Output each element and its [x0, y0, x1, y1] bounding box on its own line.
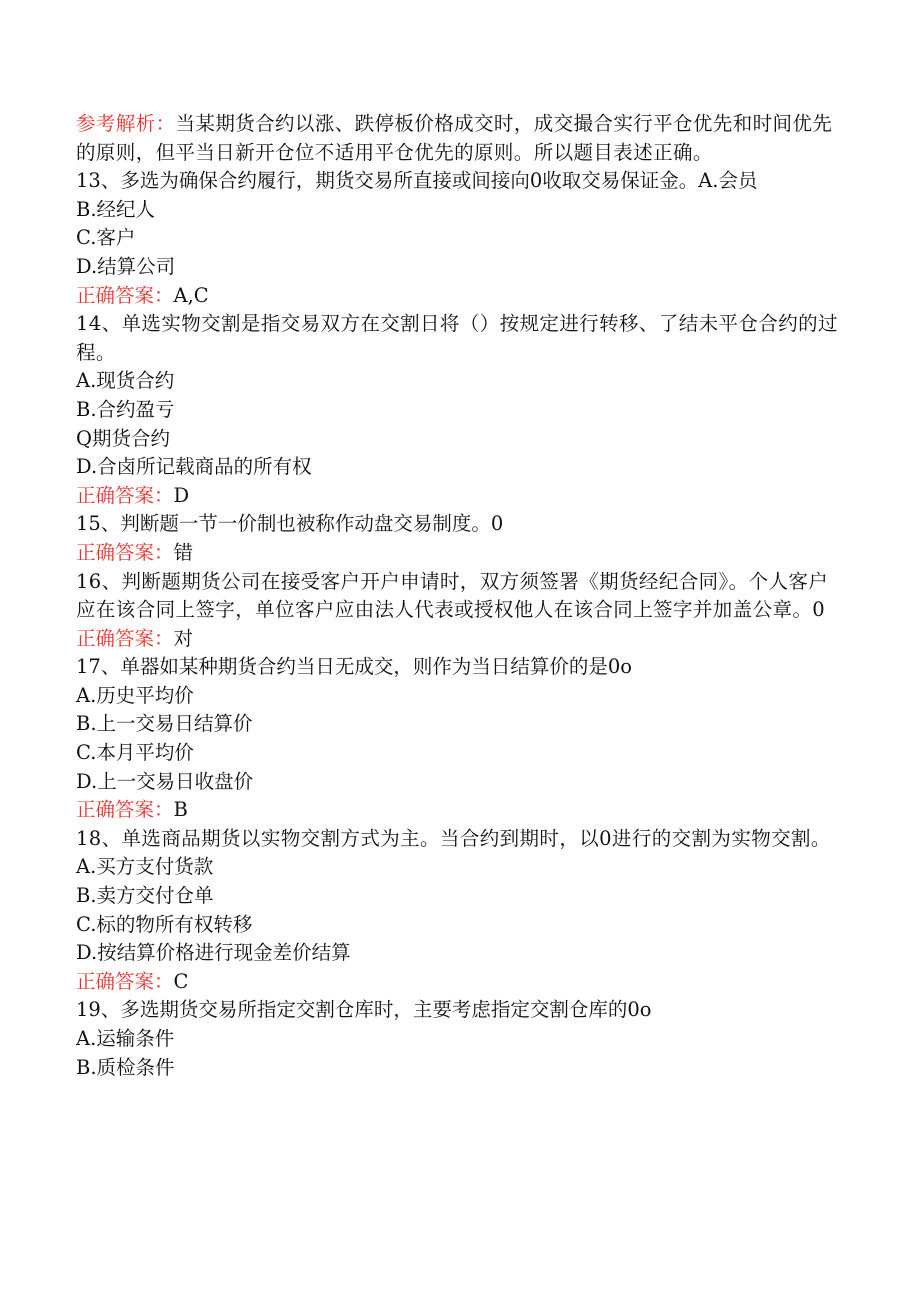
answer-value: 对 — [173, 626, 194, 650]
question-19-option-a: A.运输条件 — [76, 1027, 175, 1050]
answer-label: 正确答案： — [76, 540, 174, 564]
question-18-answer — [76, 968, 846, 997]
question-18-option-d: D.按结算价格进行现金差价结算 — [76, 941, 351, 965]
answer-label: 正确答案： — [76, 969, 174, 993]
question-14-stem: 14、单选实物交割是指交易双方在交割日将（）按规定进行转移、了结未平仓合约的过程。 — [76, 312, 838, 364]
answer-label: 正确答案： — [76, 283, 174, 307]
answer-label: 正确答案： — [76, 798, 174, 822]
question-19-stem: 19、多选期货交易所指定交割仓库时，主要考虑指定交割仓库的0o — [76, 998, 652, 1022]
analysis-paragraph — [76, 110, 846, 167]
answer-label: 正确答案： — [76, 483, 174, 507]
question-14-option-a: A.现货合约 — [76, 369, 175, 393]
question-18-stem: 18、单选商品期货以实物交割方式为主。当合约到期时，以0进行的交割为实物交割。 — [76, 826, 831, 850]
question-17-option-c: C.本月平均价 — [76, 741, 194, 765]
question-14-option-c: Q期货合约 — [76, 426, 170, 450]
question-17-option-a: A.历史平均价 — [76, 683, 194, 707]
question-13-option-d: D.结算公司 — [76, 254, 176, 278]
question-16-stem: 16、判断题期货公司在接受客户开户申请时，双方须签署《期货经纪合同》。个人客户应在该合同上签字，单位客户应由法人代表或授权他人在该合同上签字并加盖公章。0 — [76, 569, 829, 622]
question-13-option-b: B.经纪人 — [76, 197, 156, 221]
question-17-answer — [76, 796, 846, 825]
answer-label: 正确答案： — [76, 626, 174, 650]
question-14-option-d: D.合卤所记载商品的所有权 — [76, 455, 312, 479]
question-18-option-b: B.卖方交付仓单 — [76, 884, 214, 908]
question-17-option-d: D.上一交易日收盘价 — [76, 769, 254, 793]
answer-value: B — [173, 798, 188, 822]
answer-value: 错 — [173, 540, 194, 564]
answer-value: D — [173, 483, 190, 507]
question-17-stem: 17、单器如某种期货合约当日无成交，则作为当日结算价的是0o — [76, 655, 632, 679]
question-18-option-c: C.标的物所有权转移 — [76, 912, 253, 936]
question-18-option-a: A.买方支付货款 — [76, 855, 214, 879]
question-13-option-c: C.客户 — [76, 226, 136, 250]
answer-value: C — [173, 969, 189, 993]
question-13-answer — [76, 282, 846, 311]
question-17-option-b: B.上一交易日结算价 — [76, 712, 253, 736]
question-14-option-b: B.合约盈亏 — [76, 397, 175, 421]
answer-value: A,C — [173, 283, 209, 307]
document-page — [76, 110, 846, 1082]
question-15-stem: 15、判断题一节一价制也被称作动盘交易制度。0 — [76, 512, 504, 536]
question-16-answer — [76, 625, 846, 654]
question-14-answer — [76, 482, 846, 511]
analysis-text: 当某期货合约以涨、跌停板价格成交时，成交撮合实行平仓优先和时间优先的原则，但平当日新开仓位不适用平仓优先的原则。所以题目表述正确。 — [76, 112, 833, 164]
question-19-option-b: B.质检条件 — [76, 1055, 175, 1079]
analysis-label: 参考解析： — [76, 112, 176, 135]
question-13-stem: 13、多选为确保合约履行，期货交易所直接或间接向0收取交易保证金。A.会员 — [76, 169, 758, 193]
question-15-answer — [76, 539, 846, 568]
